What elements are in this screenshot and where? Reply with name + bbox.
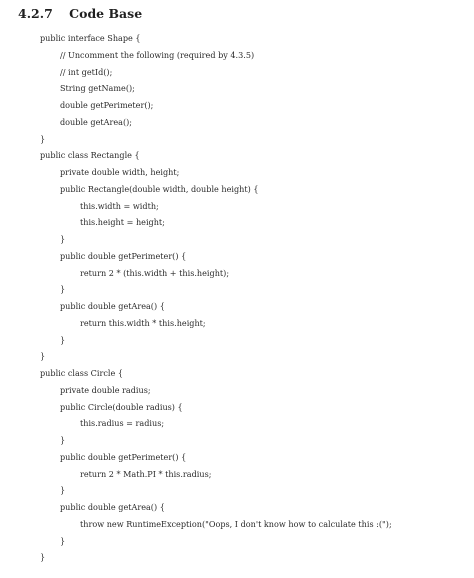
section-number: 4.2.7 [18,6,53,21]
code-line: public class Circle { [40,368,123,378]
code-line: return 2 * Math.PI * this.radius; [80,468,212,479]
code-line: throw new RuntimeException("Oops, I don't know how to calculate this :("); [80,518,392,529]
code-line: private double radius; [60,384,151,395]
code-line: this.width = width; [80,200,159,211]
code-line: this.height = height; [80,217,165,228]
section-title: Code Base [69,6,143,21]
code-line: // int getId(); [60,66,113,77]
code-line: } [60,234,66,244]
section-heading [18,6,142,21]
code-line: double getArea(); [60,116,132,127]
code-line: } [40,351,46,362]
code-line: public interface Shape { [40,33,141,43]
code-line: public Rectangle(double width, double height) { [60,183,259,194]
code-listing [40,30,470,566]
code-line: private double width, height; [60,167,180,177]
code-line: } [40,133,46,144]
code-line: public Circle(double radius) { [60,401,183,412]
code-line: public double getArea() { [60,502,165,512]
code-line: } [60,334,66,345]
code-line: String getName(); [60,83,135,94]
code-line: double getPerimeter(); [60,100,154,110]
code-line: } [60,485,66,496]
code-line: this.radius = radius; [80,418,165,429]
code-line: } [60,284,66,295]
code-line: public double getPerimeter() { [60,250,187,261]
code-line: } [40,552,46,563]
code-line: } [60,535,66,546]
code-line: public class Rectangle { [40,150,140,161]
code-line: } [60,435,66,445]
code-line: public double getArea() { [60,301,165,311]
code-line: public double getPerimeter() { [60,451,187,462]
code-line: return 2 * (this.width + this.height); [80,267,230,278]
code-line: return this.width * this.height; [80,317,206,328]
code-line: // Uncomment the following (required by 4.3.5) [60,49,255,60]
